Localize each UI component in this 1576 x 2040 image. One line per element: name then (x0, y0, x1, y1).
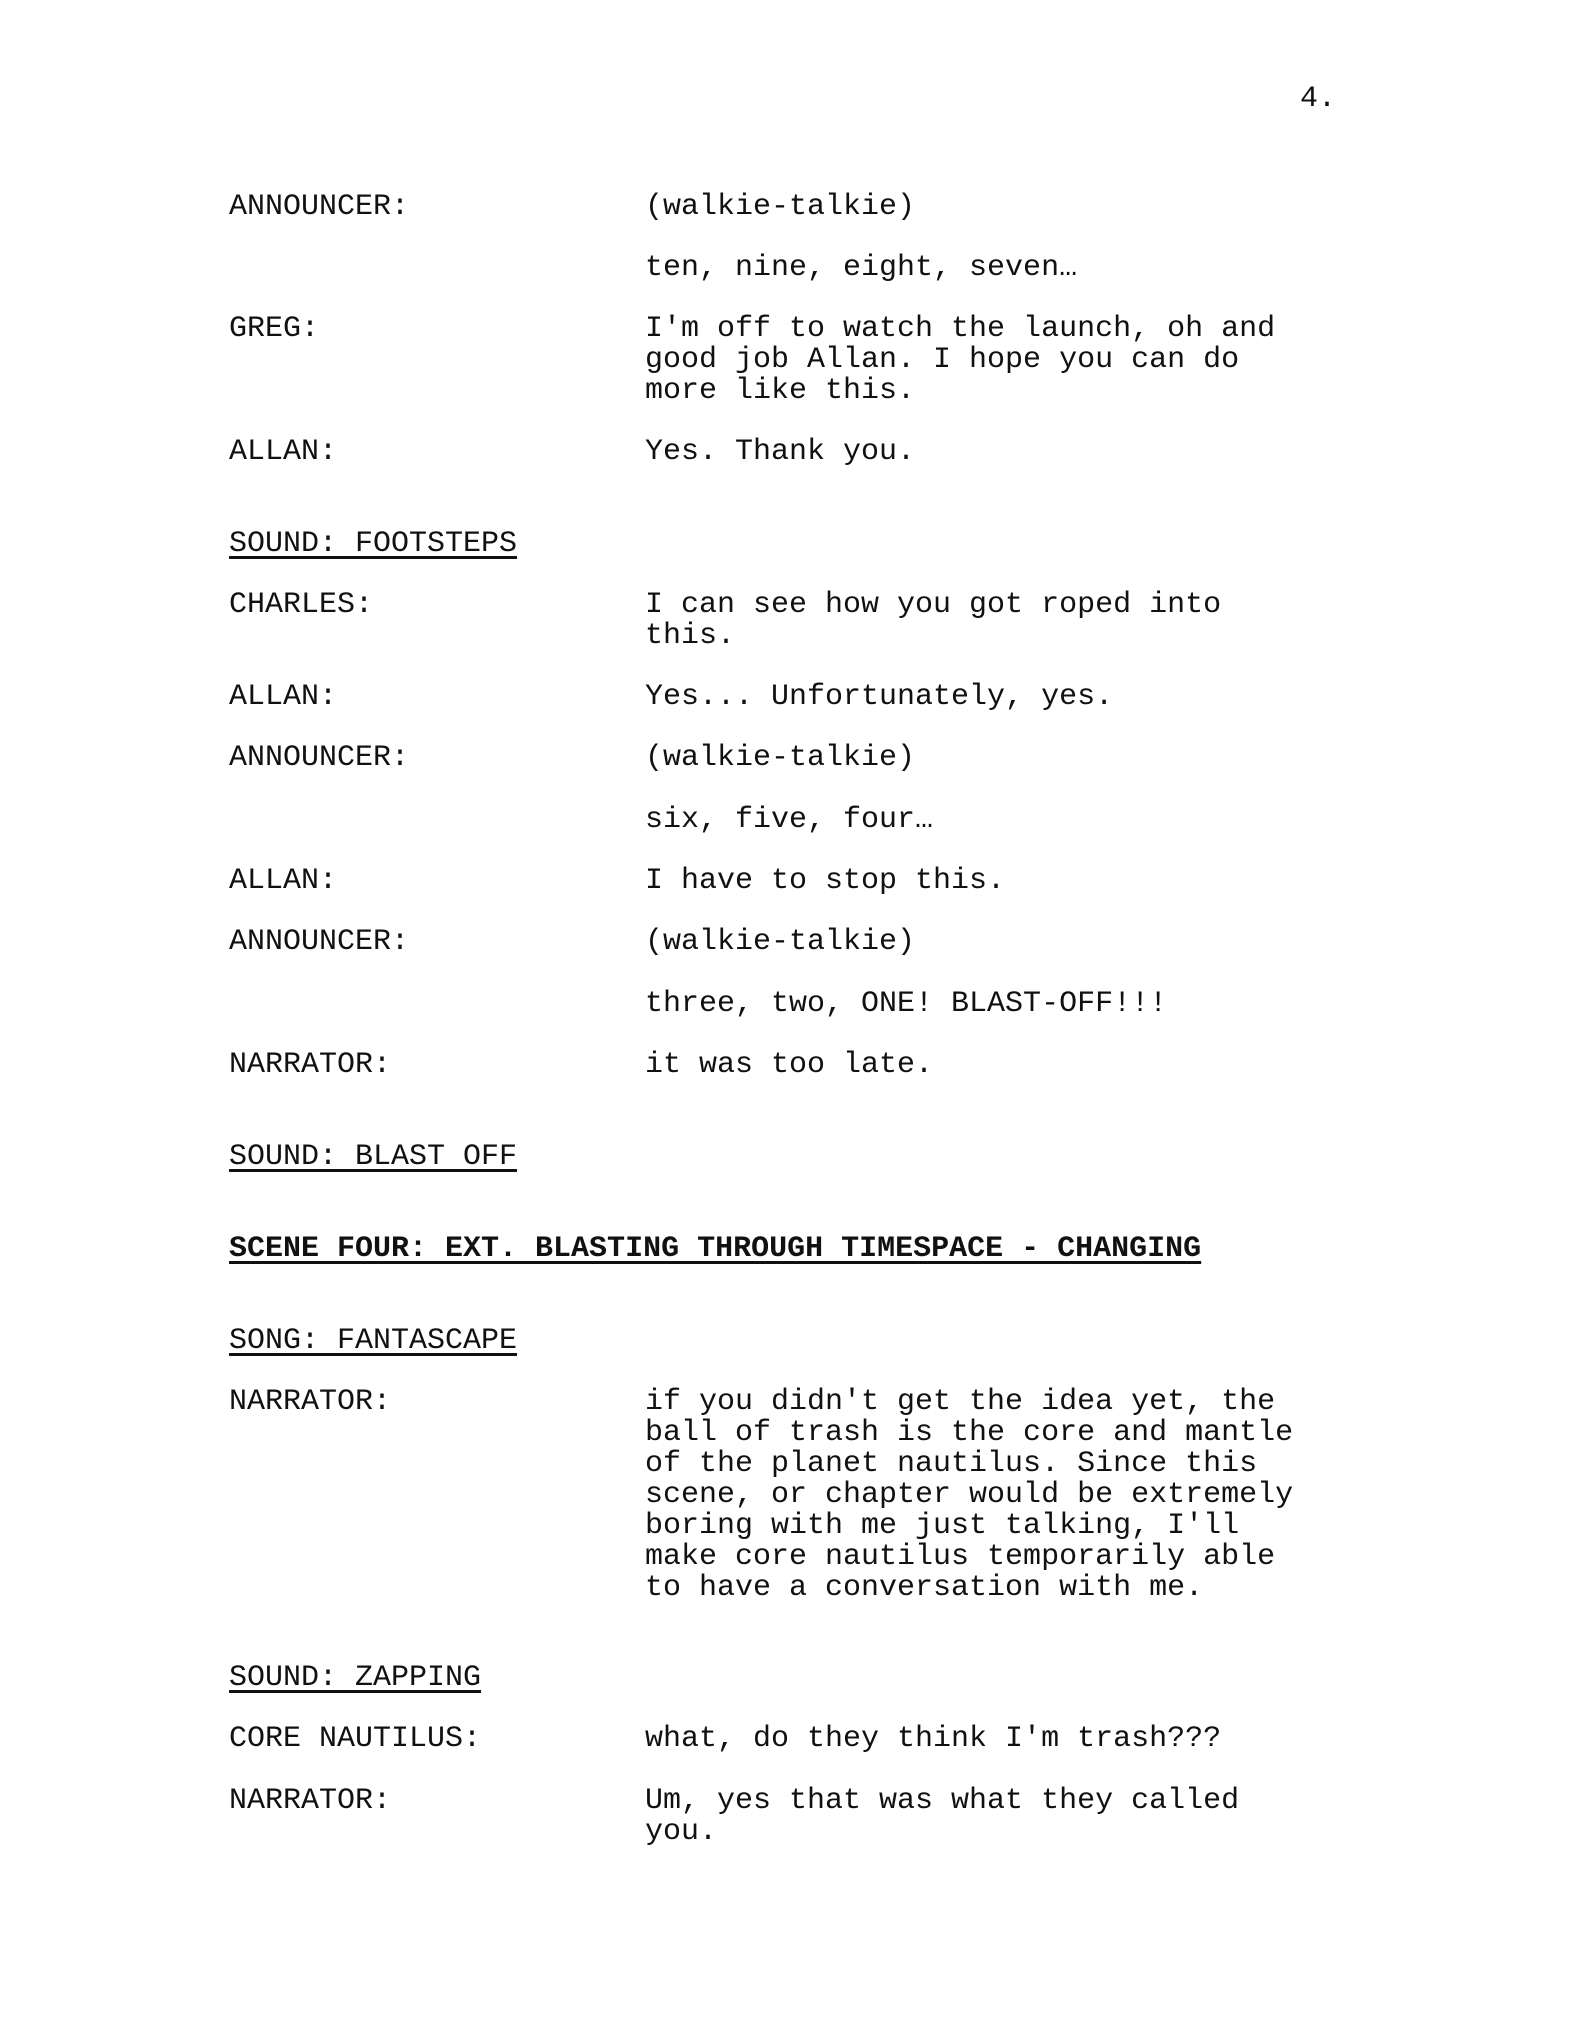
dialogue-text: ten, nine, eight, seven… (645, 251, 1078, 285)
speaker-label: ANNOUNCER: (229, 190, 410, 224)
scene-heading: SCENE FOUR: EXT. BLASTING THROUGH TIMESPACE - CHANGING (229, 1232, 1202, 1266)
dialogue-text: Yes. Thank you. (645, 435, 916, 469)
speaker-label: CHARLES: (229, 588, 374, 622)
dialogue-text: (walkie-talkie) (645, 925, 916, 959)
speaker-label: ANNOUNCER: (229, 925, 410, 959)
speaker-label: NARRATOR: (229, 1784, 392, 1818)
speaker-label: GREG: (229, 312, 320, 346)
sound-cue: SOUND: FOOTSTEPS (229, 527, 518, 561)
dialogue-text: I can see how you got roped into this. (645, 588, 1222, 653)
speaker-label: ANNOUNCER: (229, 741, 410, 775)
song-cue: SONG: FANTASCAPE (229, 1324, 518, 1358)
speaker-label: ALLAN: (229, 435, 338, 469)
dialogue-text: if you didn't get the idea yet, the ball of trash is the core and mantle of the planet nautilus. Since this scene, or chapter would be extremely boring with me just talking, I'll make core nautilus temporarily able to have a conversation with me. (645, 1385, 1294, 1605)
dialogue-text: I have to stop this. (645, 864, 1006, 898)
dialogue-text: Um, yes that was what they called you. (645, 1784, 1240, 1849)
dialogue-text: what, do they think I'm trash??? (645, 1722, 1222, 1756)
sound-cue: SOUND: BLAST OFF (229, 1140, 518, 1174)
dialogue-text: Yes... Unfortunately, yes. (645, 680, 1114, 714)
sound-cue: SOUND: ZAPPING (229, 1661, 482, 1695)
dialogue-text: it was too late. (645, 1048, 934, 1082)
dialogue-text: (walkie-talkie) (645, 741, 916, 775)
dialogue-text: three, two, ONE! BLAST-OFF!!! (645, 987, 1168, 1021)
speaker-label: CORE NAUTILUS: (229, 1722, 482, 1756)
page-number: 4. (1300, 82, 1337, 116)
speaker-label: ALLAN: (229, 680, 338, 714)
speaker-label: ALLAN: (229, 864, 338, 898)
dialogue-text: I'm off to watch the launch, oh and good job Allan. I hope you can do more like this. (645, 312, 1276, 408)
speaker-label: NARRATOR: (229, 1048, 392, 1082)
speaker-label: NARRATOR: (229, 1385, 392, 1419)
dialogue-text: six, five, four… (645, 803, 934, 837)
dialogue-text: (walkie-talkie) (645, 190, 916, 224)
